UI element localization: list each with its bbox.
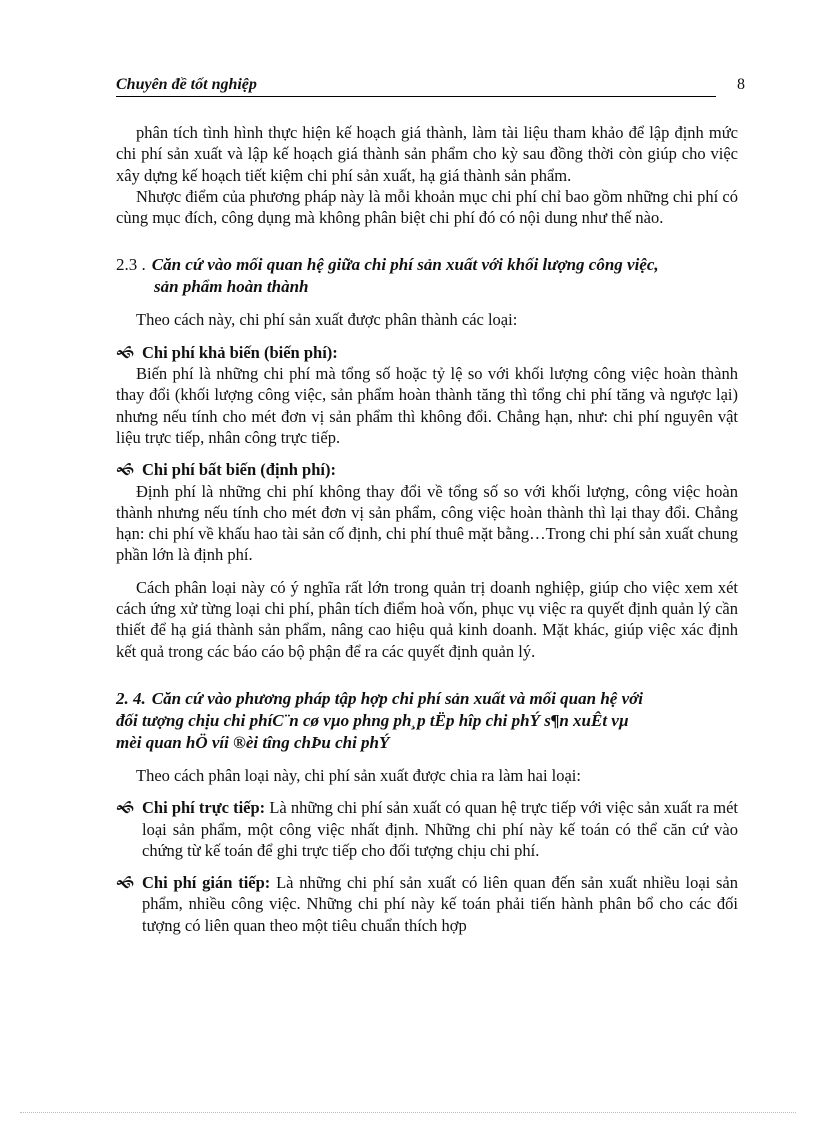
section-number: 2. 4. xyxy=(116,688,146,708)
paragraph: Nhược điểm của phương pháp này là mỗi khoản mục chi phí chỉ bao gồm những chi phí có cùng mục đích, công dụng mà không phân biệt chi phí đó có nội dung như thế nào. xyxy=(116,186,738,228)
heading-line: mèi quan hÖ víi ®èi tîng chÞu chi phÝ xyxy=(116,732,390,752)
paragraph: Theo cách này, chi phí sản xuất được phân thành các loại: xyxy=(136,310,518,330)
bullet-title: Chi phí gián tiếp: xyxy=(142,873,271,893)
bullet-hand-icon: 🙜 xyxy=(116,798,135,818)
bullet-text: Là những chi phí sản xuất có liên quan đến sản xuất nhiều loại sản phẩm, nhiều công việc. Những chi phí này kế toán phải tiến hành phân bổ cho các đối tượng có liên quan theo một tiêu chuẩn thích hợp xyxy=(142,873,739,935)
section-heading-2-3 xyxy=(116,254,738,298)
paragraph: Định phí là những chi phí không thay đổi về tổng số so với khối lượng, công việc hoàn thành nhưng nếu tính cho mét đơn vị sản phẩm, công việc hoàn thành thì lại thay đổi. Chẳng hạn: chi phí về khấu hao tài sản cố định, chi phí thuê mặt bằng…Trong chi phí sản xuất chung phần lớn là định phí. xyxy=(116,481,738,565)
footer-divider xyxy=(20,1112,796,1113)
heading-line: sản phẩm hoàn thành xyxy=(154,277,309,297)
page-number: 8 xyxy=(737,76,745,93)
bullet-hand-icon: 🙜 xyxy=(116,873,135,893)
section-heading-2-4 xyxy=(116,688,738,754)
bullet-heading xyxy=(116,459,738,480)
bullet-heading xyxy=(116,342,738,363)
bullet-hand-icon: 🙜 xyxy=(116,460,135,480)
bullet-title: Chi phí bất biến (định phí): xyxy=(142,460,336,480)
heading-line: đối tượng chịu chi phíC¨n cø vµo phng ph¸p tËp hîp chi phÝ s¶n xuÊt vµ xyxy=(116,710,629,730)
heading-line: Căn cứ vào phương pháp tập hợp chi phí sản xuất và mối quan hệ với xyxy=(151,688,643,708)
bullet-title: Chi phí trực tiếp: xyxy=(142,798,266,818)
paragraph: phân tích tình hình thực hiện kế hoạch giá thành, làm tài liệu tham khảo để lập định mức chi phí sản xuất và lập kế hoạch giá thành sản phẩm cho kỳ sau đồng thời còn giúp cho việc xây dựng kế hoạch tiết kiệm chi phí sản xuất, hạ giá thành sản phẩm. xyxy=(116,123,738,185)
paragraph: Theo cách phân loại này, chi phí sản xuất được chia ra làm hai loại: xyxy=(136,765,581,785)
bullet-paragraph xyxy=(116,797,738,861)
paragraph: Biến phí là những chi phí mà tổng số hoặc tỷ lệ so với khối lượng công việc hoàn thành thay đổi (khối lượng công việc, sản phẩm hoàn thành tăng thì tổng chi phí tăng và ngược lại) nhưng nếu tính cho mét đơn vị sản phẩm thì không đổi. Chẳng hạn, như: chi phí nguyên vật liệu trực tiếp, nhân công trực tiếp. xyxy=(116,364,738,447)
section-number: 2.3 . xyxy=(116,255,146,275)
bullet-text: Là những chi phí sản xuất có quan hệ trực tiếp với việc sản xuất ra mét loại sản phẩm, một công việc nhất định. Những chi phí này kế toán có thể căn cứ vào chứng từ kế toán để ghi trực tiếp cho đối tượng chịu chi phí. xyxy=(142,798,738,860)
bullet-title: Chi phí khả biến (biến phí): xyxy=(142,342,338,362)
bullet-hand-icon: 🙜 xyxy=(116,342,135,362)
paragraph: Cách phân loại này có ý nghĩa rất lớn trong quản trị doanh nghiệp, giúp cho việc xem xét cách ứng xử từng loại chi phí, phân tích điểm hoà vốn, phục vụ việc ra quyết định quản lý cần thiết để hạ giá thành sản phẩm, nâng cao hiệu quả kinh doanh. Mặt khác, giúp việc xác định kết quả trong các báo cáo bộ phận để ra các quyết định quản lý. xyxy=(116,577,738,661)
heading-line: Căn cứ vào mối quan hệ giữa chi phí sản xuất với khối lượng công việc, xyxy=(151,255,659,275)
page-header xyxy=(116,74,716,97)
document-body xyxy=(116,122,738,936)
header-title: Chuyên đề tốt nghiệp xyxy=(116,76,257,93)
bullet-paragraph xyxy=(116,872,738,936)
